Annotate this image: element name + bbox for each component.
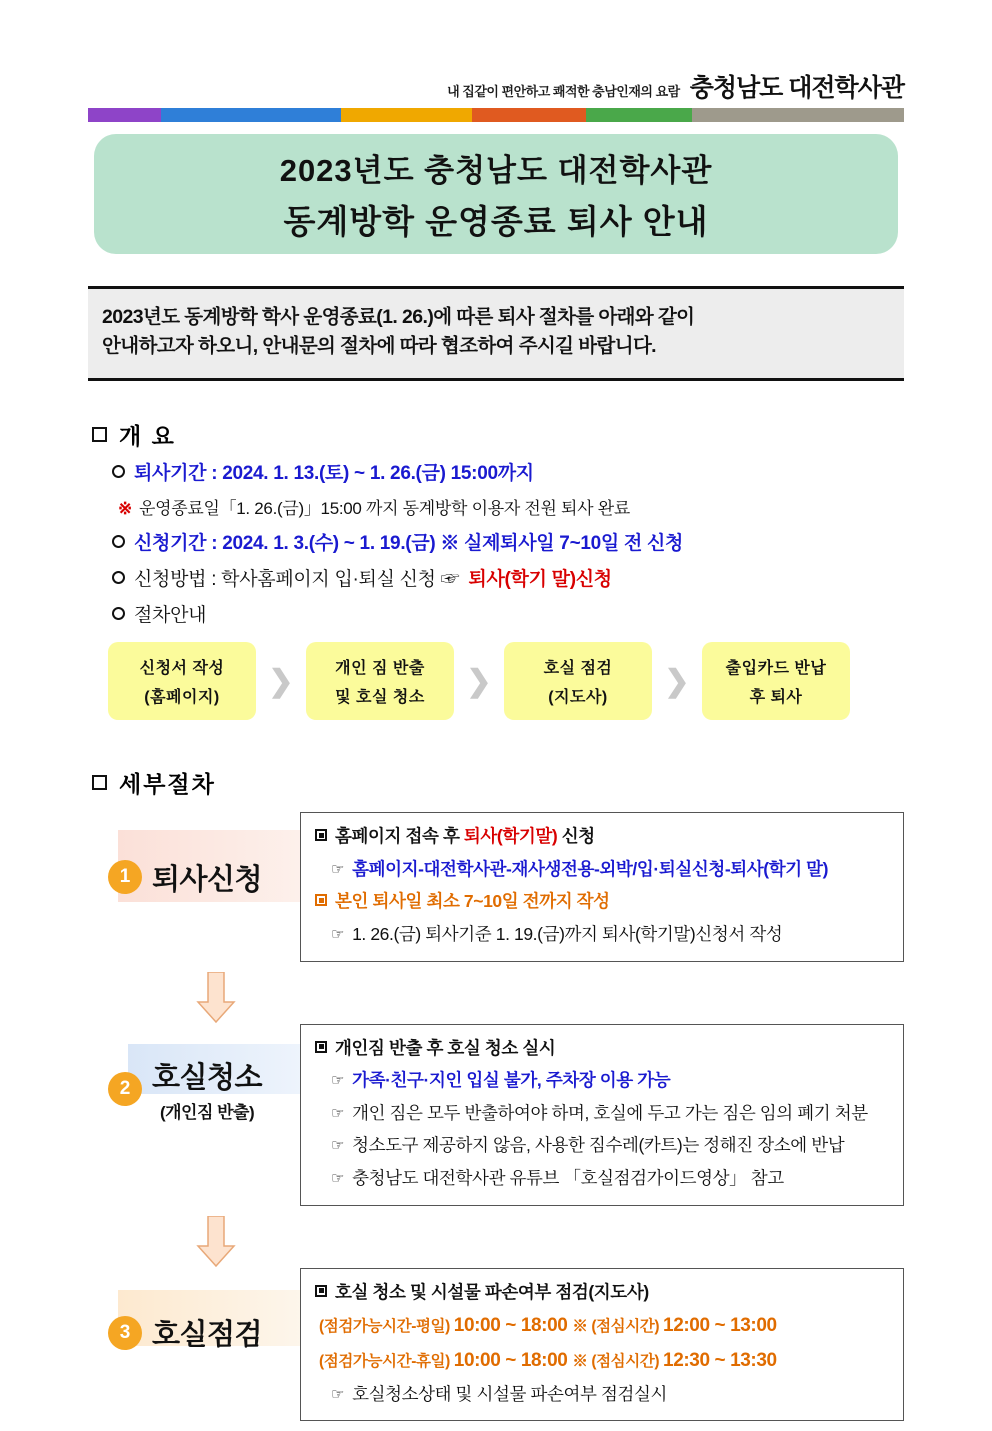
step-2-item-text: 가족·친구·지인 입실 불가, 주차장 이용 가능: [352, 1070, 671, 1091]
intro-notice: [88, 286, 904, 381]
detail-step-3: [0, 1268, 992, 1422]
step-1-item-text: 홈페이지-대전학사관-재사생전용-외박/입·퇴실신청-퇴사(학기 말): [352, 858, 829, 879]
page-title-line1: 2023년도 충청남도 대전학사관: [279, 153, 713, 188]
section-heading-detail-label: 세부절차: [119, 771, 216, 797]
step-2-item: [331, 1069, 889, 1093]
step-3-weekday-lunch-label: ※ (점심시간): [572, 1318, 664, 1336]
flow-step-4: [702, 642, 850, 720]
overview-item-label: 퇴사기간 : 2024. 1. 13.(토) ~ 1. 26.(금) 15:00까지: [134, 463, 534, 484]
step-3-holiday-lunch-label: ※ (점심시간): [572, 1352, 664, 1370]
header-brand-row: [447, 68, 904, 104]
step-2-label: [0, 1024, 300, 1154]
ring-bullet-icon: [112, 535, 125, 548]
overview-item-label: 절차안내: [134, 605, 207, 626]
overview-note: [118, 494, 912, 519]
overview-note-label: 운영종료일「1. 26.(금)」15:00 까지 동계방학 이용자 전원 퇴사 완료: [138, 499, 630, 518]
step-1-item-text: 본인 퇴사일 최소 7~10일 전까지 작성: [335, 891, 610, 912]
step-1-item: [315, 825, 889, 849]
pointing-hand-icon: ☞: [331, 925, 345, 943]
detail-steps: [0, 812, 992, 1431]
flow-step-2-line2: 및 호실 청소: [335, 689, 425, 706]
color-bar-segment: [472, 108, 586, 122]
step-3-weekday-time: 10:00 ~ 18:00: [453, 1315, 573, 1337]
pointing-hand-icon: ☞: [331, 1385, 345, 1403]
step-1-label: [0, 812, 300, 942]
step-2-item: [331, 1134, 889, 1158]
step-1-title: 퇴사신청: [152, 863, 263, 896]
overview-item-label: 신청기간 : 2024. 1. 3.(수) ~ 1. 19.(금) ※ 실제퇴사일 7~10일 전 신청: [134, 533, 684, 554]
overview-item: [112, 458, 912, 485]
step-2-subtitle: (개인짐 반출): [159, 1102, 255, 1122]
step-1-item-text-b: 퇴사(학기말): [463, 826, 558, 846]
step-1-item: [331, 858, 889, 882]
detail-step-2: [0, 1024, 992, 1206]
step-1-item: [315, 890, 889, 914]
step-3-item-text: 호실청소상태 및 시설물 파손여부 점검실시: [352, 1383, 667, 1404]
flow-step-1-line2: (홈페이지): [144, 689, 220, 706]
header-brand-title: 충청남도 대전학사관: [689, 74, 904, 102]
step-3-holiday-lunch-time: 12:30 ~ 13:30: [663, 1349, 777, 1371]
color-bar-segment: [586, 108, 692, 122]
color-bar-segment: [161, 108, 341, 122]
section-heading-detail: [92, 766, 216, 799]
ring-bullet-icon: [112, 571, 125, 584]
pointing-hand-icon: ☞: [331, 1170, 345, 1187]
detail-step-1: [0, 812, 992, 962]
step-3-body: [300, 1268, 904, 1422]
overview-item: [112, 564, 912, 591]
step-1-item-text: 1. 26.(금) 퇴사기준 1. 19.(금)까지 퇴사(학기말)신청서 작성: [352, 923, 783, 944]
step-2-item-text: 개인 짐은 모두 반출하여야 하며, 호실에 두고 가는 짐은 임의 폐기 처분: [352, 1102, 868, 1123]
flow-step-3-line1: 호실 점검: [543, 660, 613, 677]
color-bar-segment: [88, 108, 161, 122]
step-3-title: 호실점검: [152, 1319, 263, 1352]
step-1-item-text-c: 신청: [557, 826, 595, 846]
step-3-weekday-lunch-time: 12:00 ~ 13:00: [663, 1315, 777, 1337]
step-2-item-text: 충청남도 대전학사관 유튜브 「호실점검가이드영상」 참고: [352, 1168, 784, 1188]
section-heading-overview-label: 개 요: [119, 423, 176, 449]
filled-square-icon: [315, 829, 327, 841]
step-1-body: [300, 812, 904, 962]
filled-square-icon: [315, 1285, 327, 1297]
square-bullet-icon: [92, 427, 107, 442]
decorative-color-bar: [88, 108, 904, 122]
step-3-item-text: 호실 청소 및 시설물 파손여부 점검(지도사): [335, 1281, 649, 1302]
flow-step-2: [306, 642, 454, 720]
page-title-line2: 동계방학 운영종료 퇴사 안내: [283, 203, 709, 240]
section-heading-overview: [92, 418, 176, 451]
pointing-hand-icon: ☞: [331, 1137, 345, 1155]
intro-line-2: 안내하고자 하오니, 안내문의 절차에 따라 협조하여 주시길 바랍니다.: [102, 335, 656, 358]
flow-step-4-line1: 출입카드 반납: [725, 660, 827, 677]
flow-step-2-line1: 개인 짐 반출: [335, 660, 425, 677]
overview-item: [112, 600, 912, 627]
color-bar-segment: [692, 108, 904, 122]
step-2-item-text: 청소도구 제공하지 않음, 사용한 짐수레(카트)는 정해진 장소에 반납: [352, 1135, 845, 1156]
step-3-holiday-label: (점검가능시간-휴일): [319, 1352, 454, 1370]
step-2-body: [300, 1024, 904, 1206]
step-2-item: [315, 1037, 889, 1061]
ring-bullet-icon: [112, 607, 125, 620]
step-3-weekday-label: (점검가능시간-평일): [319, 1318, 454, 1336]
step-3-item: [315, 1281, 889, 1305]
down-arrow-icon: [196, 972, 236, 1028]
pointing-hand-icon: ☞: [331, 1104, 345, 1122]
step-connector-1: [0, 972, 992, 1024]
step-connector-2: [0, 1216, 992, 1268]
step-2-item-text: 개인짐 반출 후 호실 청소 실시: [335, 1037, 556, 1058]
step-2-item: [331, 1102, 889, 1126]
flow-arrow-icon: ❯: [664, 664, 690, 698]
ring-bullet-icon: [112, 465, 125, 478]
asterisk-icon: ※: [118, 499, 132, 518]
header-tagline: 내 집같이 편안하고 쾌적한 충남인재의 요람: [447, 84, 680, 99]
flow-step-1-line1: 신청서 작성: [139, 660, 225, 677]
step-2-title: 호실청소: [152, 1061, 263, 1094]
step-3-item: [319, 1348, 889, 1374]
step-3-holiday-time: 10:00 ~ 18:00: [453, 1349, 573, 1371]
step-1-item: [331, 923, 889, 947]
flow-arrow-icon: ❯: [268, 664, 294, 698]
flow-step-4-line2: 후 퇴사: [749, 689, 803, 706]
flow-arrow-icon: ❯: [466, 664, 492, 698]
filled-square-icon: [315, 1041, 327, 1053]
overview-item-label-highlight: 퇴사(학기 말)신청: [468, 569, 612, 590]
step-3-label: [0, 1268, 300, 1398]
filled-square-orange-icon: [315, 894, 327, 906]
document-title-box: [94, 134, 898, 254]
pointing-hand-icon: ☞: [331, 1072, 345, 1090]
step-2-number-badge: 2: [108, 1072, 142, 1106]
overview-item: [112, 528, 912, 555]
step-2-item: [331, 1167, 889, 1191]
color-bar-segment: [341, 108, 472, 122]
process-flow: [108, 642, 898, 720]
overview-list: [112, 458, 912, 636]
flow-step-3: [504, 642, 652, 720]
step-1-number-badge: 1: [108, 860, 142, 894]
step-3-item: [319, 1313, 889, 1339]
down-arrow-icon: [196, 1216, 236, 1272]
step-1-item-text-a: 홈페이지 접속 후: [335, 826, 464, 846]
pointing-hand-icon: ☞: [331, 860, 345, 878]
step-3-number-badge: 3: [108, 1316, 142, 1350]
square-bullet-icon: [92, 775, 107, 790]
intro-line-1: 2023년도 동계방학 학사 운영종료(1. 26.)에 따른 퇴사 절차를 아래와 같이: [102, 306, 695, 328]
flow-step-1: [108, 642, 256, 720]
flow-step-3-line2: (지도사): [548, 689, 608, 706]
overview-item-label-black: 신청방법 : 학사홈페이지 입·퇴실 신청 ☞: [134, 569, 460, 590]
